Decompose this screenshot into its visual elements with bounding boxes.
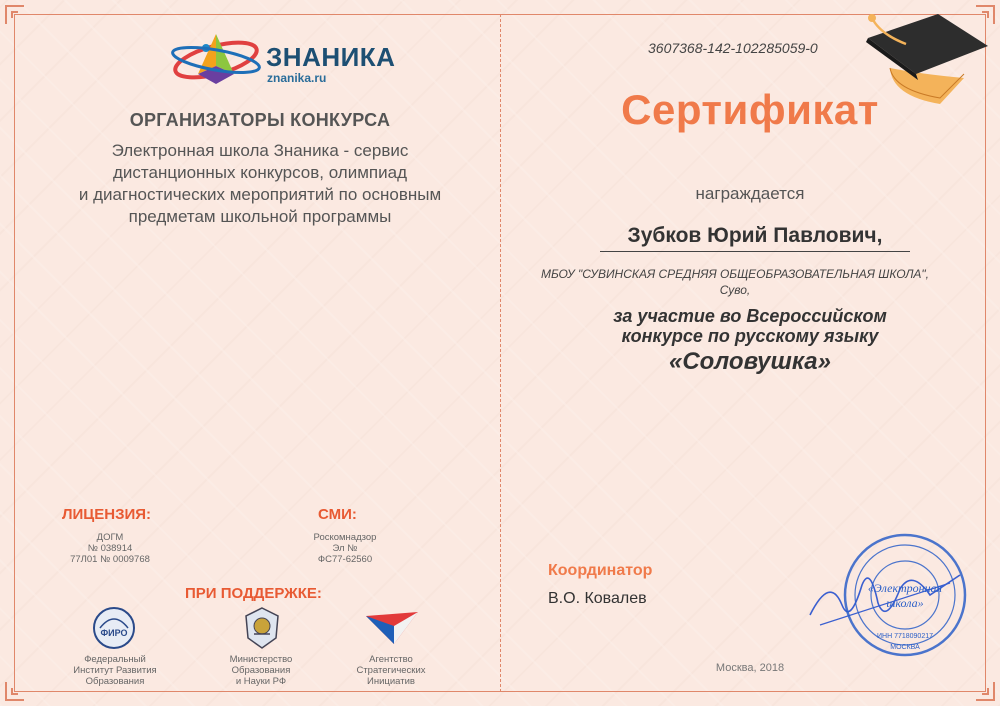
participation-line: за участие во Всероссийском [613,306,887,326]
smi-details [290,532,400,565]
support-line: Агентство [369,654,413,665]
coordinator-label: Координатор [548,562,653,579]
firo-logo-text: ФИРО [100,628,128,638]
smi-line: ФС77-62560 [317,554,373,565]
smi-line: Роскомнадзор [313,532,377,543]
license-details [60,532,160,565]
support-line: Федеральный [84,654,146,665]
support-firo-caption [60,654,170,687]
organizers-line: и диагностических мероприятий по основным [78,185,442,204]
school-info [510,266,960,298]
support-line: Инициатив [367,676,415,687]
logo-site: znanika.ru [267,71,327,85]
support-line: Институт Развития [73,665,157,676]
support-line: Министерство [229,654,293,665]
support-line: Образования [231,665,291,676]
recipient-name: Зубков Юрий Павлович, [627,224,883,247]
school-locality: Суво, [719,283,751,297]
support-line: и Науки РФ [235,676,287,687]
stamp-inn: ИНН 7718090217 [876,633,934,640]
stamp-text-line2: школа» [886,596,924,610]
awarded-text: награждается [695,184,805,203]
smi-label: СМИ: [318,506,357,523]
support-line: Стратегических [356,665,426,676]
participation-text [540,306,960,346]
school-name: МБОУ "СУВИНСКАЯ СРЕДНЯЯ ОБЩЕОБРАЗОВАТЕЛЬНАЯ ШКОЛА", [540,267,930,281]
license-line: ДОГМ [96,532,124,543]
certificate-number: 3607368-142-102285059-0 [648,40,818,56]
firo-logo-icon [92,606,136,650]
license-line: № 038914 [87,543,133,554]
support-asi-caption [336,654,446,687]
stamp-seal [840,530,970,660]
corner-ornament-bottom-right [962,668,996,702]
support-label: ПРИ ПОДДЕРЖКЕ: [185,585,322,602]
logo-title: ЗНАНИКА [266,42,396,72]
license-line: 77Л01 № 0009768 [70,554,150,565]
asi-logo-icon [364,608,420,648]
ministry-emblem-icon [240,604,284,652]
organizers-line: дистанционных конкурсов, олимпиад [112,163,407,182]
city-year: Москва, 2018 [715,662,785,674]
smi-line: Эл № [332,543,358,554]
support-line: Образования [85,676,145,687]
participation-line: конкурсе по русскому языку [621,326,879,346]
license-label: ЛИЦЕНЗИЯ: [62,506,152,523]
stamp-text-line1: «Электронная [867,581,943,595]
certificate-title: Сертификат [621,86,879,133]
contest-name: «Соловушка» [668,348,832,375]
stamp-city: МОСКВА [890,644,920,651]
support-ministry-caption [206,654,316,687]
organizers-line: Электронная школа Знаника - сервис [111,141,409,160]
coordinator-name: В.О. Ковалев [548,590,647,607]
corner-ornament-top-left [4,4,38,38]
corner-ornament-bottom-left [4,668,38,702]
name-underline [600,251,910,252]
organizers-title: ОРГАНИЗАТОРЫ КОНКУРСА [129,110,391,130]
organizers-line: предметам школьной программы [128,207,392,226]
center-divider [500,14,501,692]
organizers-description [40,140,480,228]
